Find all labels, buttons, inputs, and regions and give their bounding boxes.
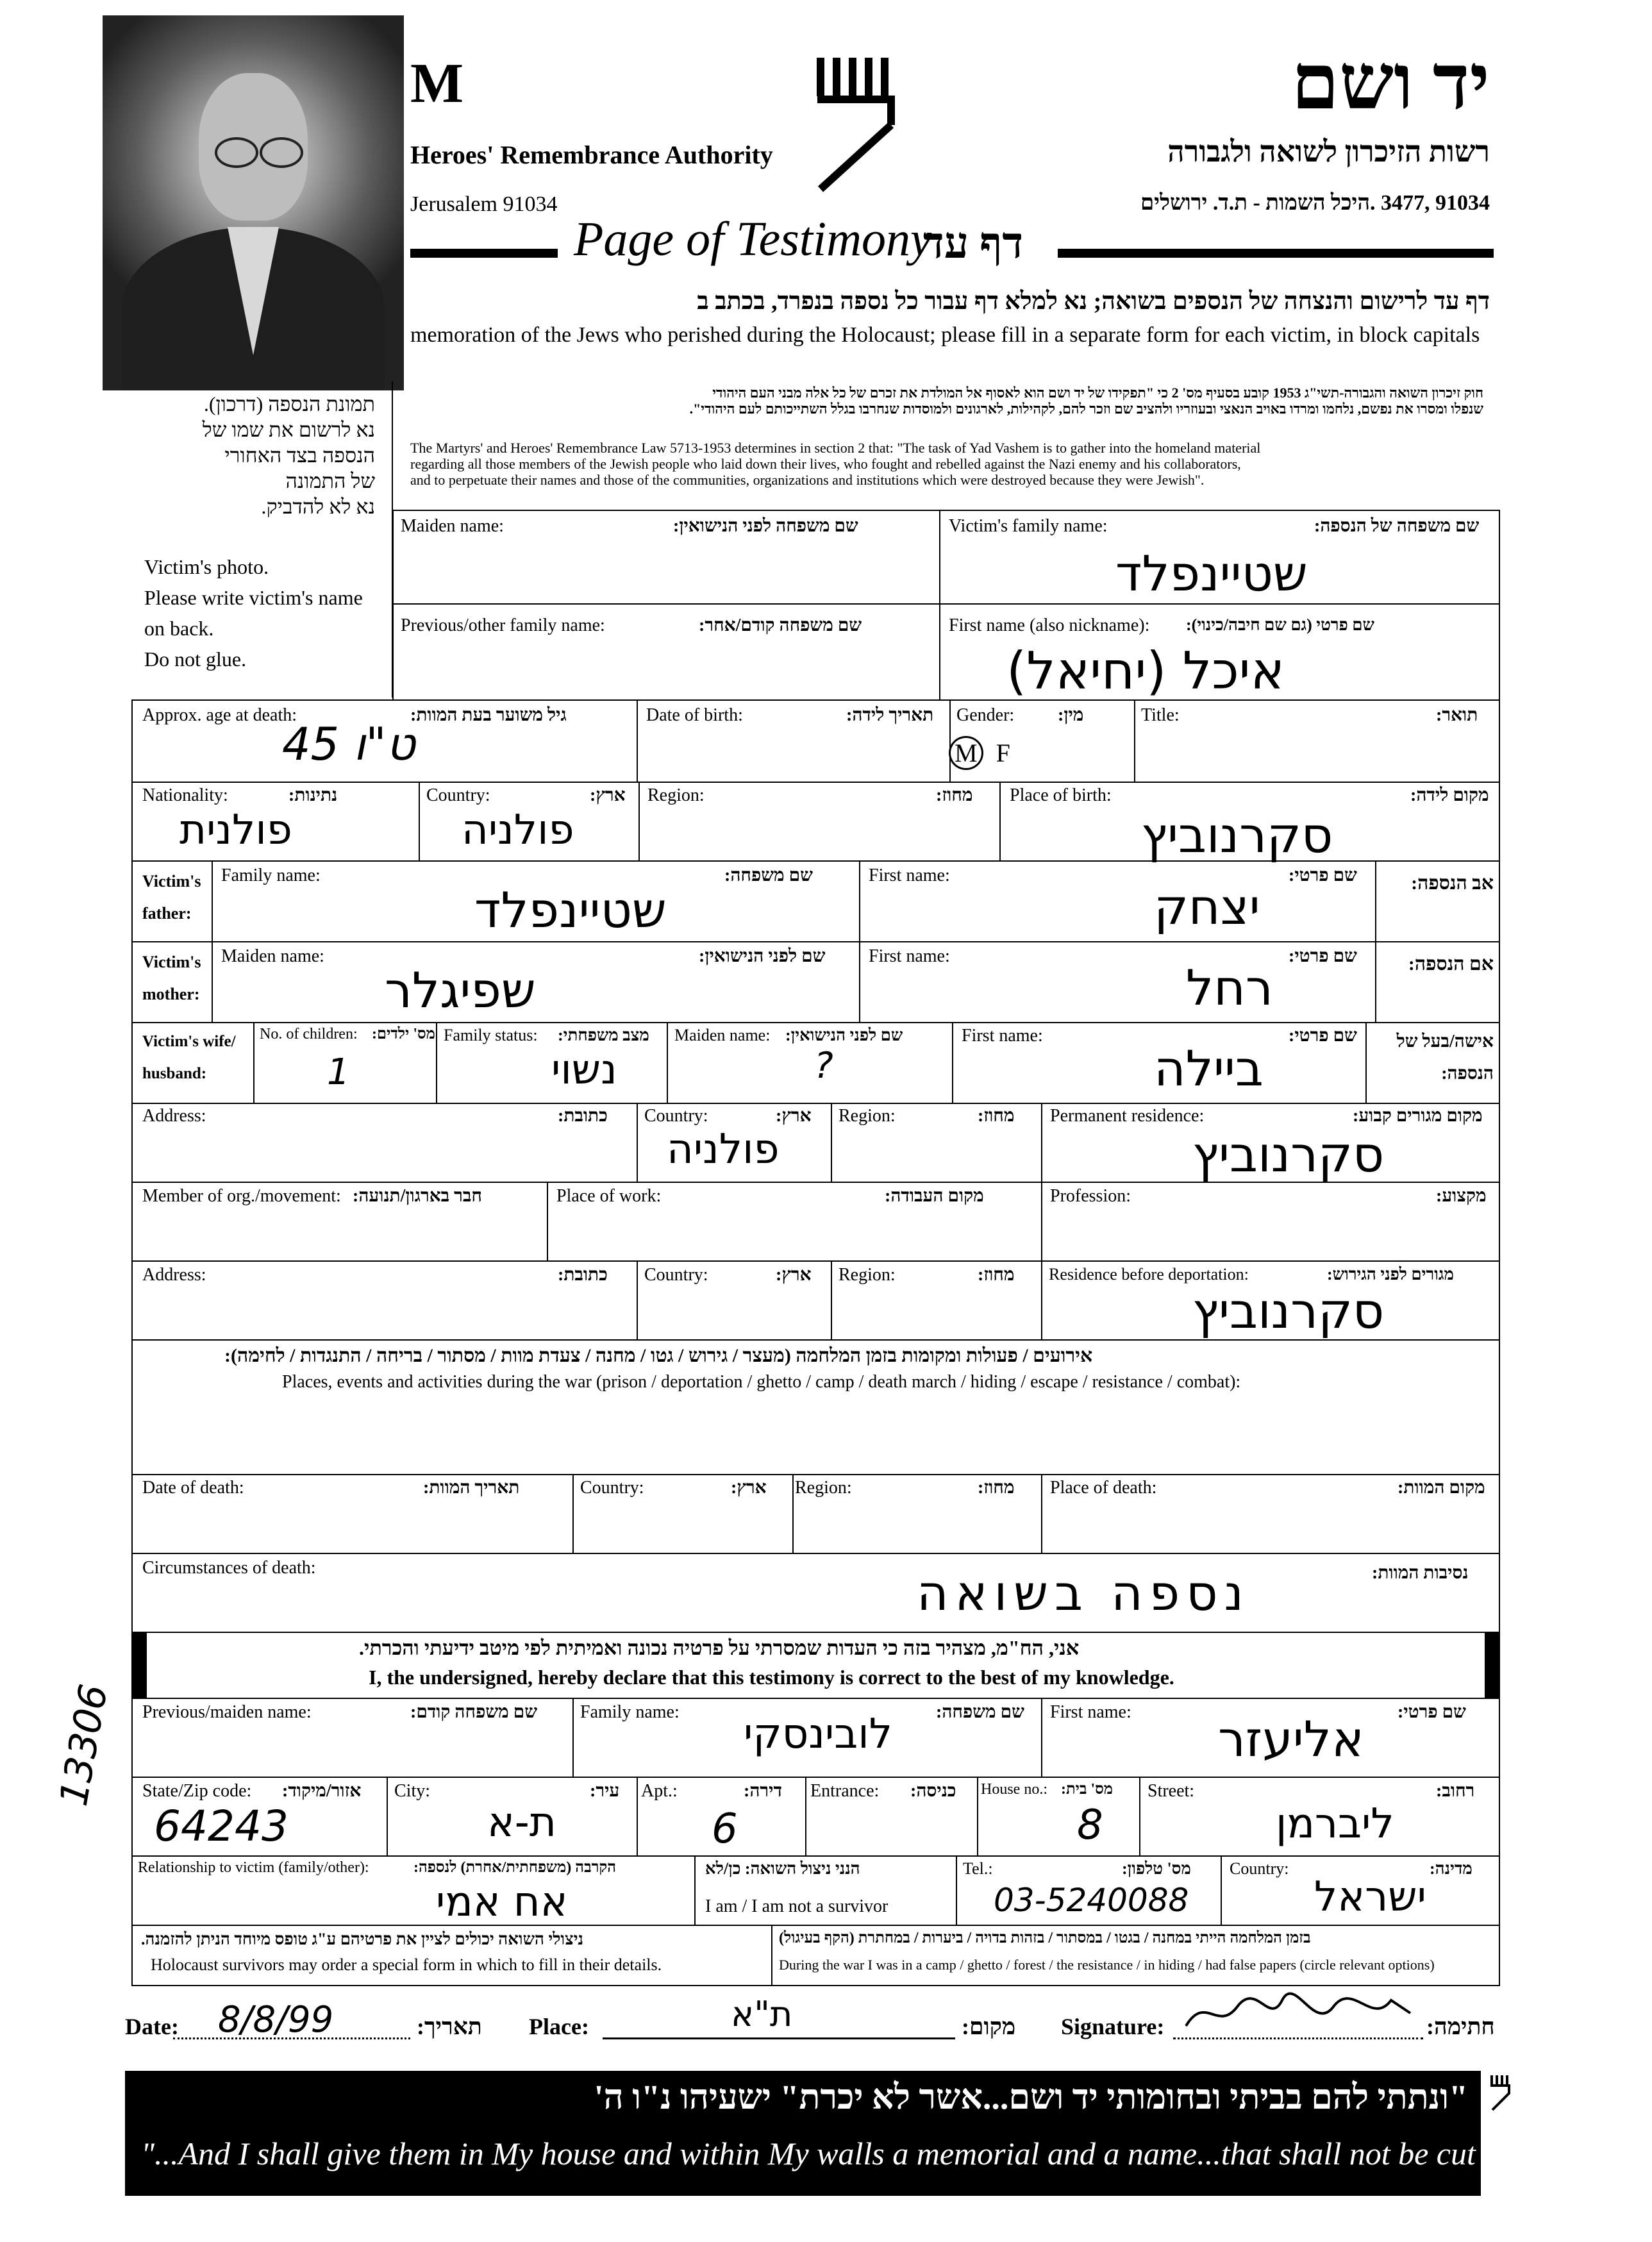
spouse-maiden-label-en: Maiden name: [674,1026,771,1044]
death-country-label-en: Country: [580,1478,644,1498]
dod-label-he: תאריך המוות: [423,1478,520,1498]
father-first-label-en: First name: [869,866,950,885]
yad-vashem-logo [808,51,904,199]
header-he-authority: רשות הזיכרון לשואה ולגבורה [1167,135,1490,168]
declaration-en: I, the undersigned, hereby declare that this testimony is correct to the best of my knowledge. [369,1666,1174,1689]
father-first-label-he: שם פרטי: [1289,866,1357,885]
tel-label-he: מס' טלפון: [1122,1859,1191,1878]
work-label-en: Place of work: [556,1186,662,1206]
survivor-label-he: הנני ניצול השואה: כן/לא [705,1859,860,1878]
photo-note-he: תמונת הנספה (דרכון). נא לרשום את שמו של הנספה בצד האחורי של התמונה נא לא להדביק. [202,392,375,518]
address2-country-label-he: ארץ: [776,1265,812,1285]
submitter-family-label-en: Family name: [580,1702,680,1722]
fstatus-value: נשוי [551,1046,617,1094]
dob-label-en: Date of birth: [646,705,743,725]
gender-f-option[interactable]: F [996,739,1010,767]
father-family-label-he: שם משפחה: [724,866,813,885]
resdep-value: סקרנוביץ [1192,1282,1385,1339]
gender-options[interactable] [949,736,1010,770]
title-bar-left [410,249,558,258]
circ-label-he: נסיבות המוות: [1372,1563,1469,1583]
page-title-en: Page of Testimony [574,212,932,266]
country-label-he: ארץ: [590,785,626,805]
dob-label-he: תאריך לידה: [846,705,934,725]
law-text-en: The Martyrs' and Heroes' Remembrance Law 5713-1953 determines in section 2 that: "The task of Yad Vashem is to gather into the homeland material regarding all those members of the Jewish people who laid down their lives, who fought and rebelled against the Nazi enemy and his collaborators, and to perpetuate their names and those of the communities, organizations and institutions which were destroyed because they were Jewish". [410,440,1261,488]
gender-label-en: Gender: [956,705,1015,725]
death-region-label-en: Region: [795,1478,852,1498]
spouse-first-value: ביילה [1154,1040,1264,1097]
submitter-family-label-he: שם משפחה: [936,1702,1024,1722]
entrance-label-he: כניסה: [910,1781,956,1801]
footer-ref: Isaiah, 56:5 [1546,2146,1652,2170]
header-en-letter: M [410,53,464,115]
margin-archive-number: 13306 [51,1681,117,1810]
prev-label-en: Previous/other family name: [401,615,605,635]
father-first-value: יצחק [1154,878,1260,935]
spouse-first-label-en: First name: [962,1026,1043,1046]
father-label-en: Victim's father: [142,872,201,923]
address2-region-label-he: מחוז: [978,1265,1015,1285]
sig-label-he: חתימה: [1426,2014,1495,2039]
address2-label-en: Address: [142,1265,206,1285]
region-label-en: Region: [647,785,705,805]
family-name-value: שטיינפלד [1115,545,1308,602]
prof-label-he: מקצוע: [1436,1186,1487,1206]
father-label-he: אב הנספה: [1411,873,1494,894]
age-label-he: גיל משוער בעת המוות: [410,705,567,725]
zip-label-he: אזור/מיקוד: [282,1781,362,1801]
mother-divider-3 [1375,941,1376,1023]
address-label-en: Address: [142,1106,206,1126]
street-label-he: רחוב: [1436,1781,1475,1801]
footer-logo [1489,2074,1512,2112]
father-divider-3 [1375,860,1376,942]
address-country-label-he: ארץ: [776,1106,812,1126]
father-family-value: שטיינפלד [474,882,667,939]
mother-maiden-label-he: שם לפני הנישואין: [699,946,826,966]
submitter-prev-label-he: שם משפחה קודם: [410,1702,538,1722]
address-country-value: פולניה [667,1126,780,1173]
tel-value: 03-5240088 [994,1882,1189,1919]
title-label-he: תואר: [1436,705,1478,725]
gender-label-he: מין: [1058,705,1084,725]
street-label-en: Street: [1147,1781,1195,1801]
submitter-first-label-en: First name: [1050,1702,1131,1722]
date-label-he: תאריך: [417,2014,482,2039]
pob-label-he: מקום לידה: [1410,785,1489,805]
perm-label-en: Permanent residence: [1050,1106,1205,1126]
age-label-en: Approx. age at death: [142,705,297,725]
footer-quote-en [141,2135,1652,2172]
mother-first-value: רחל [1186,959,1273,1016]
zip-value: 64243 [154,1802,288,1851]
first-name-value: איכל (יחיאל) [1006,641,1285,701]
events-label-he: אירועים / פעולות ומקומות בזמן המלחמה (מעצר / גירוש / גטו / מחנה / צעדת מוות / מסתור / בריחה / התנגדות / לחימה): [224,1345,1093,1366]
entrance-label-en: Entrance: [810,1781,880,1801]
spouse-label-he: אישה/בעל של הנספה: [1396,1032,1494,1083]
rel-label-he: הקרבה (משפחתית/אחרת) לנספה: [413,1859,617,1876]
submitter-first-label-he: שם פרטי: [1398,1702,1466,1722]
header-en-authority: Heroes' Remembrance Authority [410,140,773,169]
circ-label-en: Circumstances of death: [142,1558,316,1578]
spouse-label-en: Victim's wife/ husband: [142,1033,236,1082]
mother-label-he: אם הנספה: [1408,953,1494,975]
family-label-en: Victim's family name: [949,516,1108,536]
fstatus-label-en: Family status: [444,1026,538,1044]
mother-first-label-en: First name: [869,946,950,966]
survform-en: Holocaust survivors may order a special form in which to fill in their details. [151,1955,662,1974]
circumstances-field[interactable] [131,1553,1500,1633]
law-text-he: חוק זיכרון השואה והגבורה-תשי"ג 1953 קובע בסעיף מס' 2 כי "תפקידו של יד ושם הוא לאסוף אל המולדת את זכרם של כל אלה מבני העם היהודי שנפלו ומסרו את נפשם, נלחמו ומרדו באויב הנאצי ובעוזריו ולהציב שם וזכר להם, לקהילות, לארגונים ולמוסדות שנחרבו בגלל השתייכותם לעם היהודי". [689,385,1483,417]
footer-quote-he: "ונתתי להם בביתי ובחומותי יד ושם...אשר לא יכרת" ישעיהו נ"ו ה' [594,2078,1468,2116]
first-label-en: First name (also nickname): [949,615,1150,635]
circumstances-value: נספה בשואה [917,1564,1250,1621]
address2-label-he: כתובת: [558,1265,608,1285]
resdep-label-en: Residence before deportation: [1049,1265,1249,1284]
survform-he: ניצולי השואה יכולים לציין את פרטיהם ע"ג טופס מיוחד הניתן להזמנה. [141,1930,583,1948]
zip-label-en: State/Zip code: [142,1781,252,1801]
street-value: ליברמן [1276,1800,1394,1848]
country2-value: ישראל [1314,1873,1426,1921]
children-label-en: No. of children: [260,1026,358,1042]
mother-divider-2 [859,941,860,1023]
apt-label-en: Apt.: [641,1781,678,1801]
father-divider-2 [859,860,860,942]
mother-divider [212,941,213,1023]
spouse-divider [253,1022,254,1104]
city-value: ת-א [487,1799,556,1846]
dod-label-en: Date of death: [142,1478,244,1498]
submitter-family-value: לובינסקי [744,1711,892,1758]
spouse-divider-5 [1365,1022,1367,1104]
spouse-divider-4 [952,1022,953,1104]
first-label-he: שם פרטי (גם שם חיבה/כינוי): [1186,615,1374,634]
header-he-address: 91034 ,3477 .היכל השמות - ת.ד. ירושלים [1140,191,1490,215]
perm-residence-value: סקרנוביץ [1192,1126,1385,1183]
intro-en: memoration of the Jews who perished during the Holocaust; please fill in a separate form for each victim, in block capitals [410,323,1480,347]
work-label-he: מקום העבודה: [885,1186,984,1206]
death-region-label-he: מחוז: [978,1478,1015,1498]
footer-en-text: "...And I shall give them in My house and within My walls a memorial and a name...that shall not be cut off" [141,2136,1531,2171]
gender-m-circle[interactable]: M [949,736,983,770]
date-label-en: Date: [125,2014,179,2039]
death-country-label-he: ארץ: [731,1478,767,1498]
family-label-he: שם משפחה של הנספה: [1314,516,1480,536]
resdep-label-he: מגורים לפני הגירוש: [1327,1265,1454,1284]
nationality-value: פולנית [179,807,292,854]
place-label-he: מקום: [962,2014,1016,2039]
maiden-label-en: Maiden name: [401,516,504,536]
city-label-en: City: [394,1781,431,1801]
victim-photo [103,15,404,390]
children-label-he: מס' ילדים: [372,1026,435,1042]
pod-label-he: מקום המוות: [1398,1478,1485,1498]
sig-label-en: Signature: [1061,2014,1165,2039]
address2-region-label-en: Region: [839,1265,896,1285]
title-label-en: Title: [1141,705,1180,725]
age-value: ט"ו 45 [282,718,415,771]
country2-label-en: Country: [1230,1859,1289,1878]
relationship-value: אח אמי [436,1878,568,1926]
father-family-label-en: Family name: [221,866,321,885]
signature-mark [1180,1987,1417,2042]
photo-note-en: Victim's photo. Please write victim's name on back. Do not glue. [144,555,363,671]
houseno-value: 8 [1077,1802,1103,1849]
events-label-en: Places, events and activities during the war (prison / deportation / ghetto / camp / death march / hiding / escape / resistance / combat): [282,1372,1241,1392]
country-value: פולניה [462,807,574,854]
spouse-first-label-he: שם פרטי: [1289,1026,1357,1046]
mother-label-en: Victim's mother: [142,953,201,1003]
during-en: During the war I was in a camp / ghetto / forest / the resistance / in hiding / had false papers (circle relevant options) [779,1957,1435,1973]
intro-he: דף עד לרישום והנצחה של הנספים בשואה; נא למלא דף עבור כל נספה בנפרד, בכתב ב [697,288,1490,315]
spouse-divider-2 [436,1022,437,1104]
children-value: 1 [327,1051,350,1093]
during-he: בזמן המלחמה הייתי במחנה / בגטו / במסתור / בזהות בדויה / ביערות / במחתרת (הקף בעיגול) [779,1930,1311,1946]
nat-label-he: נתינות: [288,785,338,805]
region-label-he: מחוז: [936,785,973,805]
address-country-label-en: Country: [644,1106,708,1126]
mother-maiden-label-en: Maiden name: [221,946,324,966]
perm-label-he: מקום מגורים קבוע: [1353,1106,1483,1126]
survivor-label-en: I am / I am not a survivor [705,1896,889,1916]
date-value: 8/8/99 [218,1999,334,2041]
address-region-label-he: מחוז: [978,1106,1015,1126]
submitter-prev-label-en: Previous/maiden name: [142,1702,312,1722]
tel-label-en: Tel.: [963,1859,993,1878]
org-label-en: Member of org./movement: [142,1186,341,1206]
place-line [603,2037,955,2039]
header-en-city: Jerusalem 91034 [410,192,558,216]
spouse-maiden-label-he: שם לפני הנישואין: [785,1026,903,1044]
submitter-first-value: אליעזר [1218,1711,1364,1768]
country-label-en: Country: [426,785,490,805]
place-value: ת"א [731,1994,793,2034]
header-he-title: יד ושם [1291,40,1490,125]
place-label-en: Place: [529,2014,589,2039]
address-label-he: כתובת: [558,1106,608,1126]
apt-value: 6 [712,1805,738,1853]
city-label-he: עיר: [590,1781,620,1801]
apt-label-he: דירה: [744,1781,782,1801]
title-bar-right [1058,249,1494,258]
page-title-he: דף עד [923,219,1024,267]
spouse-divider-3 [667,1022,668,1104]
prof-label-en: Profession: [1050,1186,1131,1206]
houseno-label-he: מס' בית: [1061,1781,1114,1798]
fstatus-label-he: מצב משפחתי: [558,1026,649,1044]
pob-label-en: Place of birth: [1010,785,1112,805]
pod-label-en: Place of death: [1050,1478,1157,1498]
nat-label-en: Nationality: [142,785,228,805]
father-divider [212,860,213,942]
declaration-he: אני, הח"מ, מצהיר בזה כי העדות שמסרתי על פרטיה נכונה ואמיתית לפי מיטב ידיעתי והכרתי. [359,1636,1080,1659]
pob-value: סקרנוביץ [1141,807,1333,864]
prev-label-he: שם משפחה קודם/אחר: [699,615,862,635]
address-region-label-en: Region: [839,1106,896,1126]
maiden-label-he: שם משפחה לפני הנישואין: [673,516,858,536]
spouse-maiden-value: ? [814,1045,833,1087]
mother-first-label-he: שם פרטי: [1289,946,1357,966]
mother-maiden-value: שפיגלר [385,962,536,1019]
rel-label-en: Relationship to victim (family/other): [138,1859,369,1876]
org-label-he: חבר בארגון/תנועה: [353,1186,482,1206]
address2-country-label-en: Country: [644,1265,708,1285]
houseno-label-en: House no.: [981,1781,1047,1798]
country2-label-he: מדינה: [1430,1859,1473,1878]
